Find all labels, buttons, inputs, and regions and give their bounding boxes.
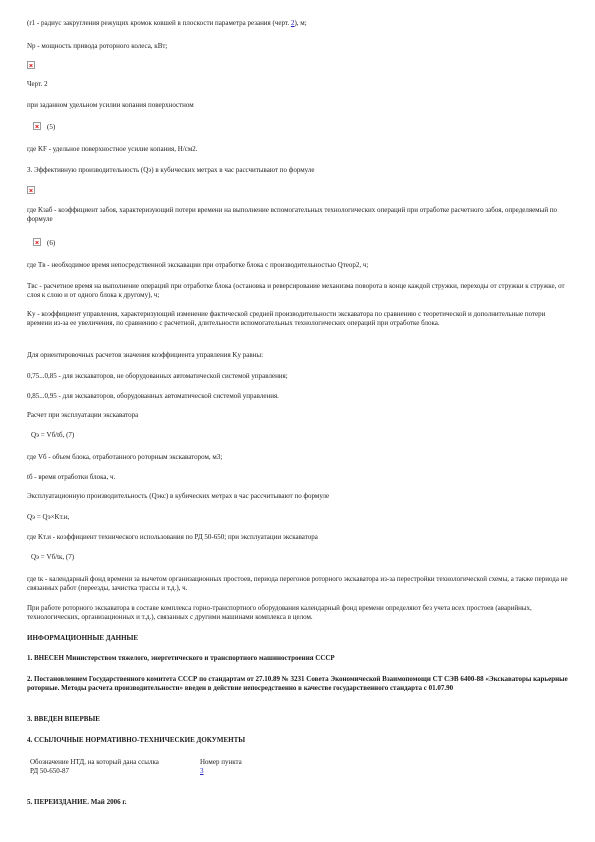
- formula-6-label: (6): [47, 239, 56, 247]
- paragraph-tk: где tк - календарный фонд времени за вычетом организационных простоев, периода перегонов роторного экскаватора из-за перестройки технологической схемы, а также периода не связанных работ (переезды, зачистка трассы и т.д.), ч.: [27, 575, 568, 592]
- reference-designation-cell: РД 50-650-87: [30, 767, 70, 775]
- paragraph-tb: где Tв - необходимое время непосредственной экскавации при отработке блока с производительностью Qтеор2, ч;: [27, 261, 369, 269]
- figure-caption: Черт. 2: [27, 80, 48, 88]
- reference-header-designation: Обозначение НТД, на который дана ссылка: [30, 758, 159, 766]
- broken-image-icon: [33, 122, 41, 130]
- paragraph-vb: где Vб - объем блока, отработанного роторным экскаватором, м3;: [27, 453, 223, 461]
- table-row: [30, 767, 330, 776]
- paragraph-np: Nр - мощность привода роторного колеса, кВт;: [27, 42, 168, 50]
- info-item-3: 3. ВВЕДЕН ВПЕРВЫЕ: [27, 715, 100, 723]
- info-item-2: 2. Постановлением Государственного комитета СССР по стандартам от 27.10.89 № 3231 Совета Экономической Взаимопомощи СТ СЭВ 6400-88 «Экскаваторы карьерные роторные. Методы расчета производительности» введен в действие непосредственно в качестве государственного стандарта с 01.07.90: [27, 675, 568, 692]
- formula-7b: Qэ = Vб/tк, (7): [31, 553, 75, 561]
- paragraph-value-2: 0,85...0,95 - для экскаваторов, оборудованных автоматической системой управления.: [27, 392, 279, 400]
- paragraph-tbl: tб - время отработки блока, ч.: [27, 473, 116, 481]
- info-item-1: 1. ВНЕСЕН Министерством тяжелого, энергетического и транспортного машиностроения СССР: [27, 654, 335, 662]
- formula-7a: Qэ = Vб/tб, (7): [31, 431, 75, 439]
- reference-table: [30, 758, 330, 776]
- paragraph-kti: где Kт.и - коэффициент технического использования по РД 50-650; при эксплуатации экскаватора: [27, 533, 318, 541]
- paragraph-ky: Kу - коэффициент управления, характеризующий изменение фактической средней производительности экскаватора по сравнению с теоретической и дополнительные потери времени из-за ее увеличения, по сравнению с расчетной, длительности вспомогательных технологических операций при отработке блока.: [27, 310, 546, 327]
- paragraph-tvs: Tвс - расчетное время на выполнение операций при отработке блока (остановка и реверсирование механизма поворота в конце каждой стружки, переходы от стружки к стружке, от слоя к слою и от одного блока к другому), ч;: [27, 282, 565, 299]
- paragraph-value-1: 0,75...0,85 - для экскаваторов, не оборудованных автоматической системой управления;: [27, 372, 288, 380]
- paragraph-r1: (r1 - радиус закругления режущих кромок ковшей в плоскости параметра резания (черт. 2), м;: [27, 19, 307, 27]
- info-item-5: 5. ПЕРЕИЗДАНИЕ. Май 2006 г.: [27, 798, 127, 806]
- broken-image-icon: [27, 186, 35, 194]
- paragraph-approx: Для ориентировочных расчетов значения коэффициента управления Kу равны:: [27, 351, 264, 359]
- paragraph-kf: где KF - удельное поверхностное усилие копания, Н/см2.: [27, 145, 198, 153]
- reference-header-clause: Номер пункта: [200, 758, 242, 766]
- figure-2-link[interactable]: 2: [290, 19, 295, 27]
- paragraph-item-3: 3. Эффективную производительность (Qэ) в кубических метрах в час рассчитывают по формуле: [27, 166, 315, 174]
- info-heading: ИНФОРМАЦИОННЫЕ ДАННЫЕ: [27, 634, 139, 642]
- paragraph-specific-force: при заданном удельном усилии копания поверхностном: [27, 101, 194, 109]
- paragraph-kzab: где Kзаб - коэффициент забоя, характеризующий потери времени на выполнение вспомогательных технологических операций при отработке расчетного забоя, определяемый по формуле: [27, 206, 558, 223]
- paragraph-calc: Расчет при эксплуатации экскаватора: [27, 411, 139, 419]
- formula-qe: Qэ = Qэ×Kт.и,: [27, 513, 70, 521]
- paragraph-complex: При работе роторного экскаватора в составе комплекса горно-транспортного оборудования календарный фонд времени определяют без учета всех простоев (аварийных, технологических, организационных и т.д.), связанных с другими машинами комплекса в целом.: [27, 604, 532, 621]
- info-item-4: 4. ССЫЛОЧНЫЕ НОРМАТИВНО-ТЕХНИЧЕСКИЕ ДОКУМЕНТЫ: [27, 736, 246, 744]
- reference-table-header: [30, 758, 330, 767]
- formula-5-label: (5): [47, 123, 56, 131]
- broken-image-icon: [27, 61, 35, 69]
- reference-clause-link[interactable]: 3: [200, 767, 204, 775]
- broken-image-icon: [33, 238, 41, 246]
- paragraph-qexp: Эксплуатационную производительность (Qэкс) в кубических метрах в час рассчитывают по формуле: [27, 492, 330, 500]
